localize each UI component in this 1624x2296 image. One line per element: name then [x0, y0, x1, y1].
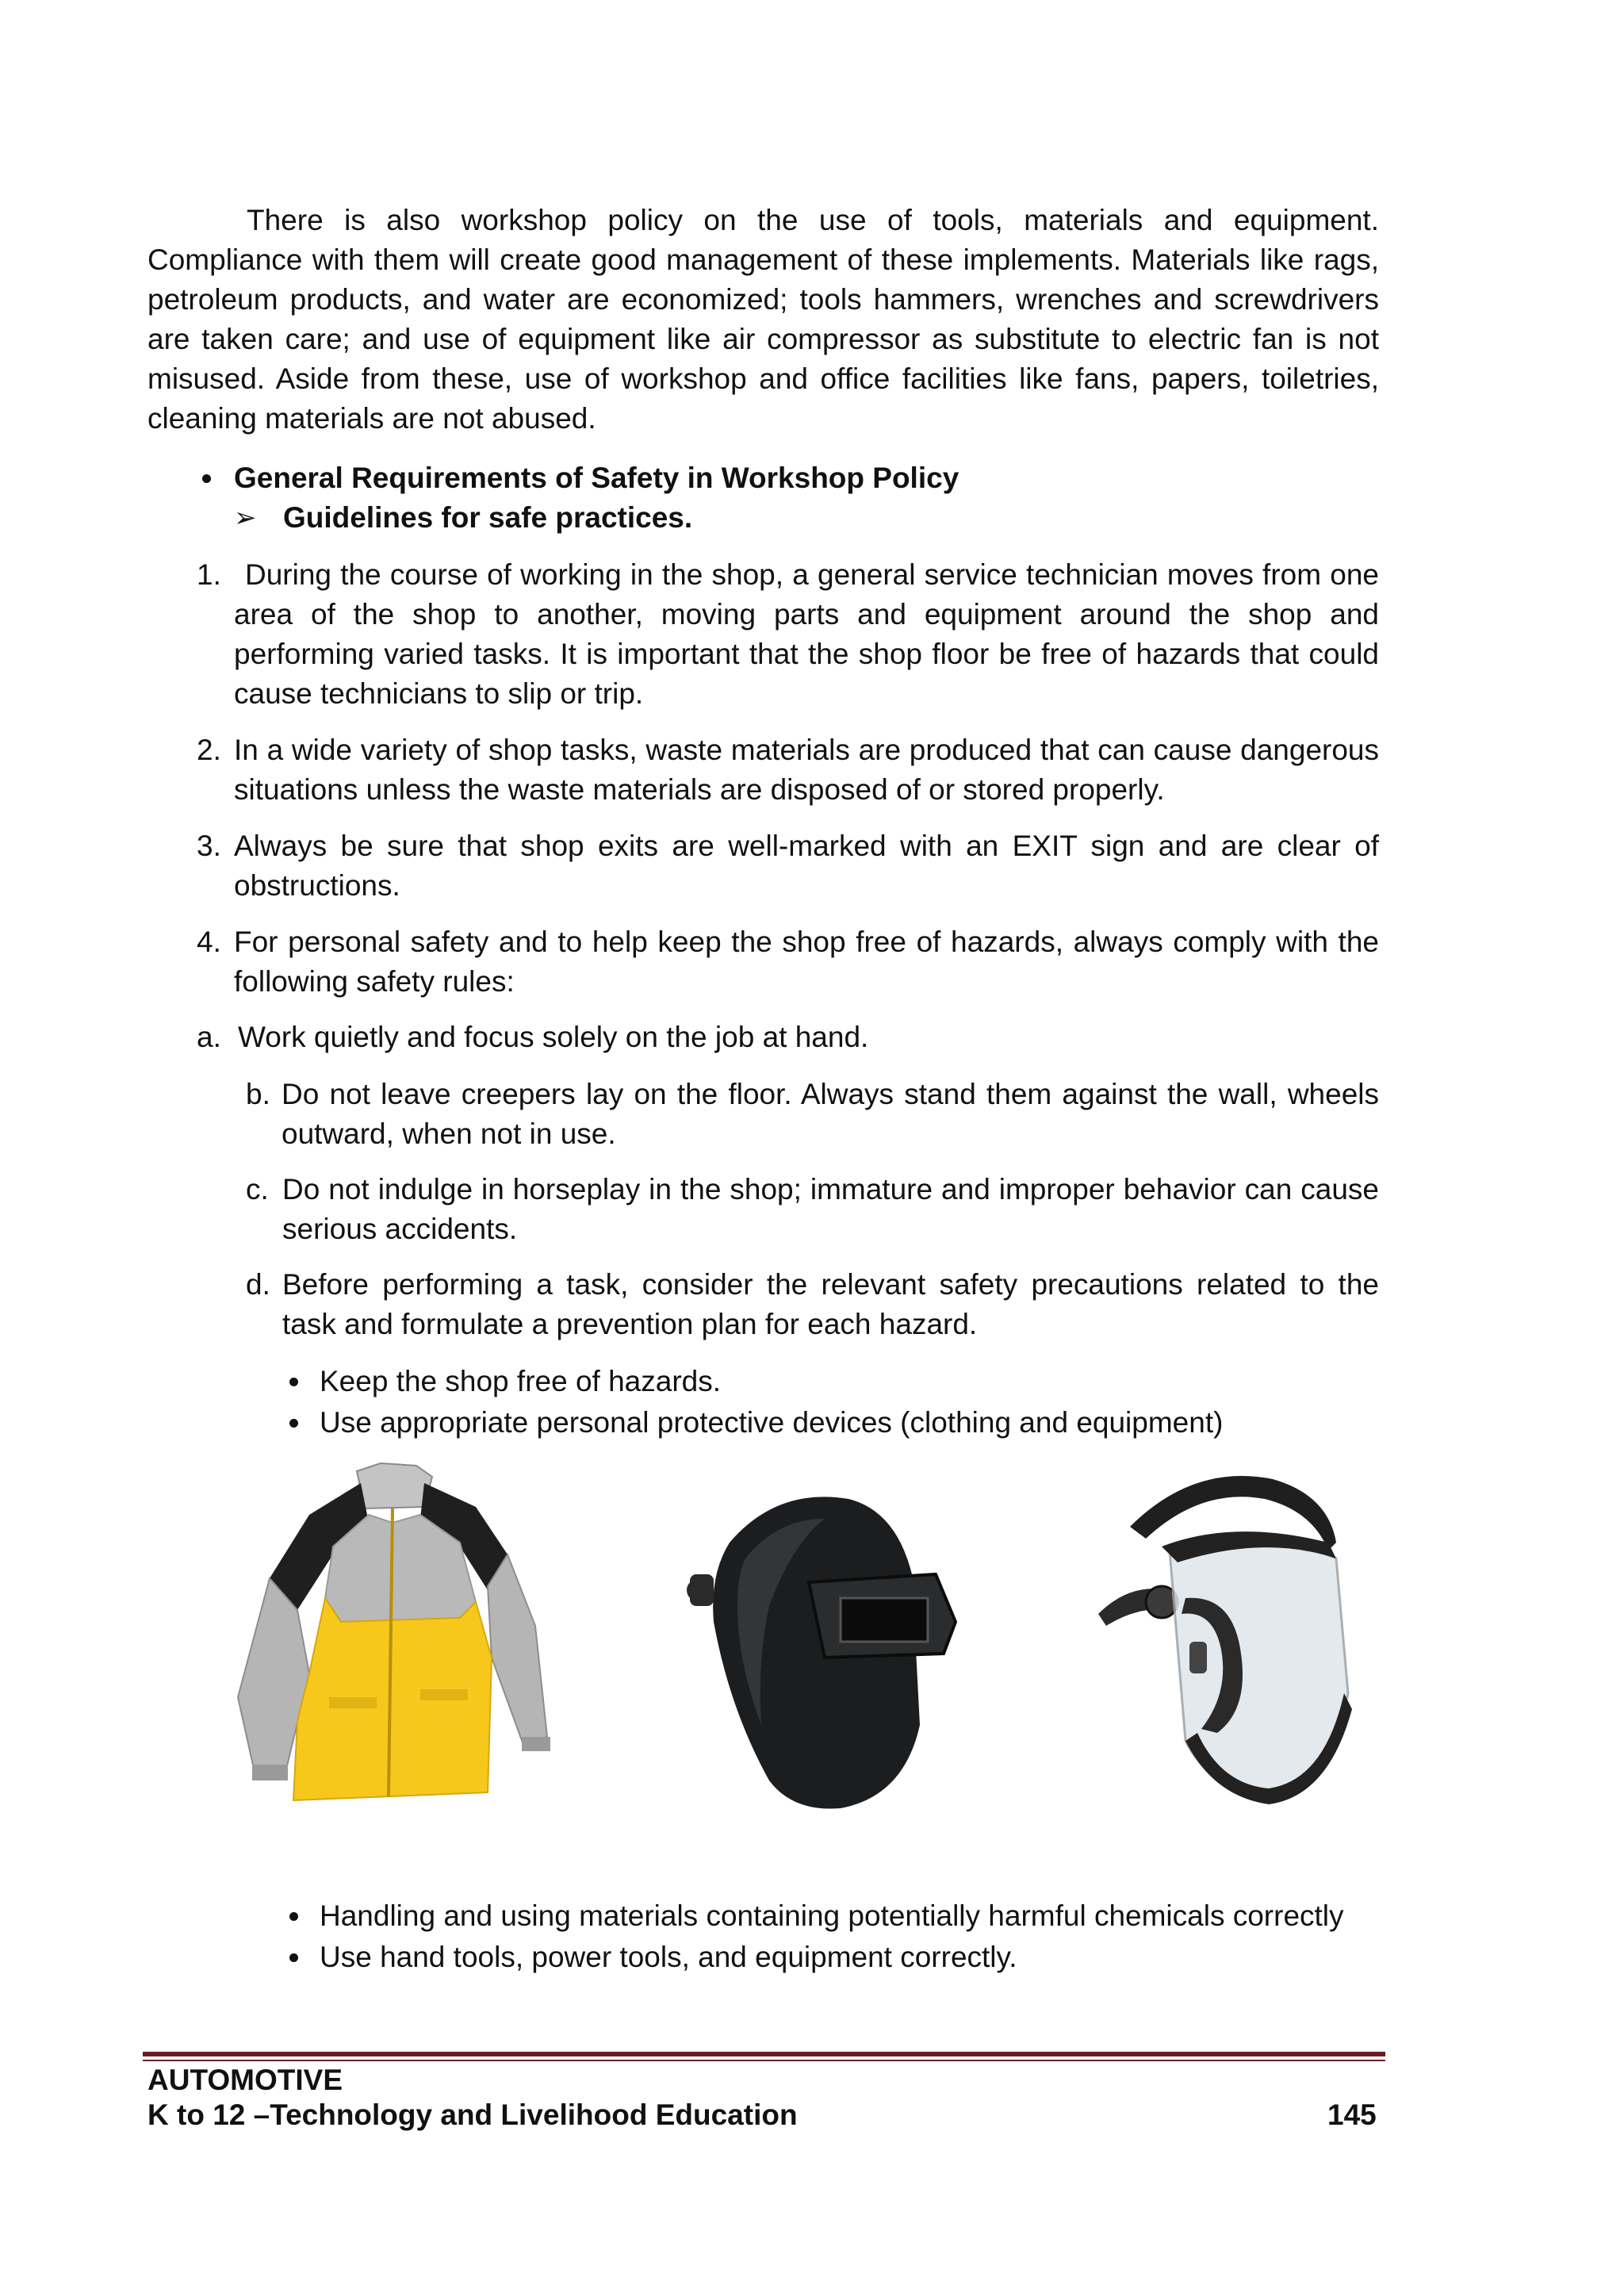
footer-rule-thin: [143, 2060, 1385, 2061]
lettered-item: Before performing a task, consider the relevant safety precautions related to the task and formulate a prevention plan for each hazard.: [282, 1268, 1379, 1340]
footer-subject: AUTOMOTIVE: [147, 2064, 343, 2096]
section-heading: General Requirements of Safety in Workshop Policy: [234, 462, 959, 494]
footer-rule: [143, 2052, 1385, 2056]
arrow-bullet-icon: ➢: [234, 503, 257, 533]
numbered-item: Always be sure that shop exits are well-marked with an EXIT sign and are clear of obstructions.: [234, 830, 1379, 902]
lettered-item: Work quietly and focus solely on the job at hand.: [238, 1021, 869, 1053]
intro-paragraph: There is also workshop policy on the use of tools, materials and equipment. Compliance with them will create good management of these implements. Materials like rags, petroleum products, and water are economized; tools hammers, wrenches and screwdrivers are taken care; and use of equipment like air compressor as substitute to electric fan is not misused. Aside from these, use of workshop and office facilities like fans, papers, toiletries, cleaning materials are not abused.: [147, 204, 1379, 435]
list-letter: c.: [246, 1173, 269, 1205]
numbered-item: In a wide variety of shop tasks, waste materials are produced that can cause dangerous situations unless the waste materials are disposed of or stored properly.: [234, 734, 1379, 806]
subsection-heading: Guidelines for safe practices.: [283, 501, 693, 534]
welding-helmet-icon: [682, 1487, 967, 1820]
bullet-item: Use hand tools, power tools, and equipment correctly.: [320, 1941, 1017, 1973]
protective-jacket-icon: [222, 1459, 571, 1824]
lettered-item: Do not leave creepers lay on the floor. Always stand them against the wall, wheels outward, when not in use.: [282, 1078, 1379, 1150]
list-number: 1.: [197, 558, 221, 591]
lettered-item: Do not indulge in horseplay in the shop; immature and improper behavior can cause serious accidents.: [282, 1173, 1379, 1245]
page-number: 145: [1327, 2099, 1377, 2131]
list-number: 3.: [197, 830, 221, 862]
bullet-item: Use appropriate personal protective devices (clothing and equipment): [320, 1406, 1224, 1439]
numbered-item: For personal safety and to help keep the shop free of hazards, always comply with the following safety rules:: [234, 926, 1379, 998]
list-number: 2.: [197, 734, 221, 766]
bullet-icon: [289, 1378, 298, 1386]
list-letter: a.: [197, 1021, 221, 1053]
numbered-item: During the course of working in the shop, a general service technician moves from one area of the shop to another, moving parts and equipment around the shop and performing varied tasks. It is important that the shop floor be free of hazards that could cause technicians to slip or trip.: [234, 558, 1379, 710]
list-number: 4.: [197, 926, 221, 958]
footer-course: K to 12 –Technology and Livelihood Education: [147, 2099, 798, 2131]
list-letter: d.: [246, 1268, 270, 1301]
bullet-item: Handling and using materials containing potentially harmful chemicals correctly: [320, 1899, 1344, 1932]
bullet-icon: [289, 1419, 298, 1428]
face-shield-icon: [1074, 1455, 1376, 1820]
bullet-icon: [202, 474, 211, 483]
bullet-icon: [289, 1912, 298, 1921]
bullet-icon: [289, 1953, 298, 1962]
list-letter: b.: [246, 1078, 270, 1110]
bullet-item: Keep the shop free of hazards.: [320, 1365, 722, 1397]
